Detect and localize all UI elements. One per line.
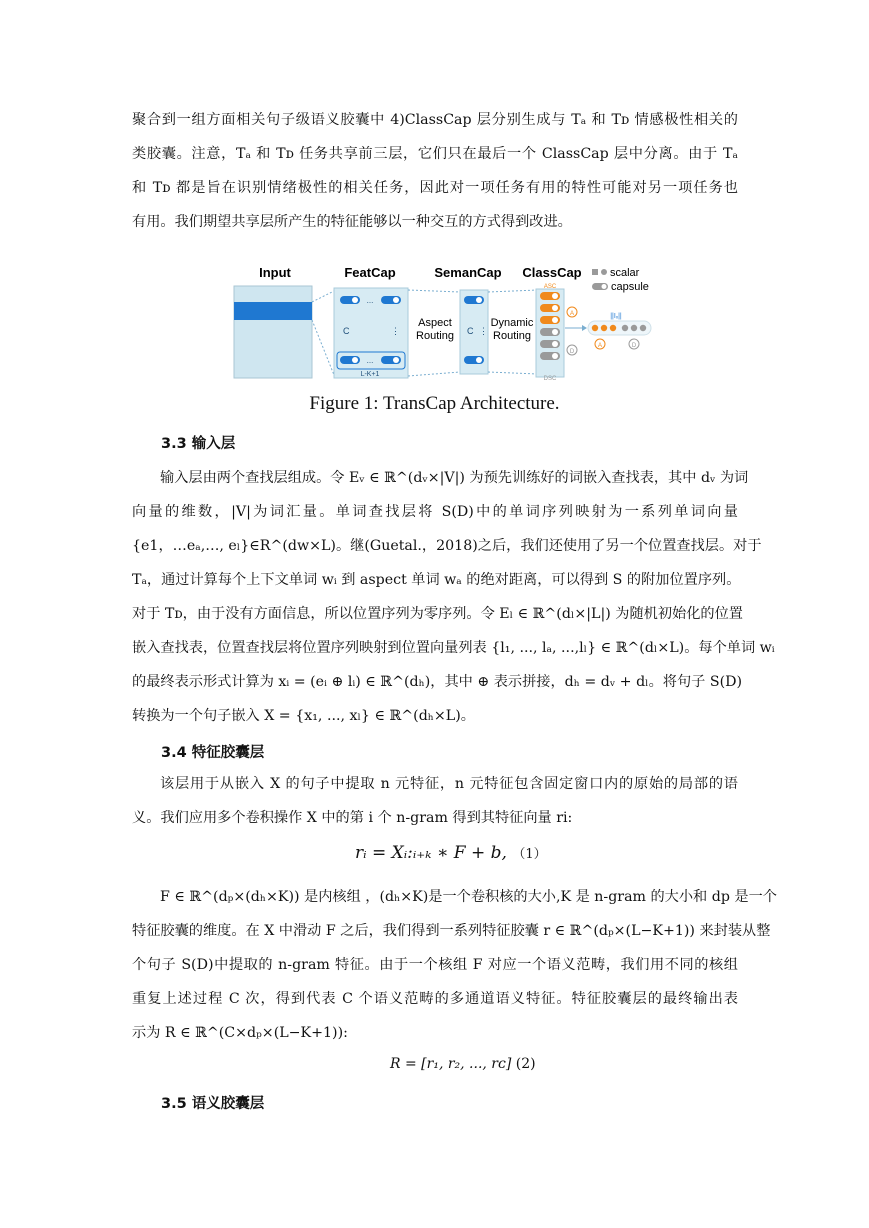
body-line: {e1，…eₐ,…, eₗ}∈R^(dw×L)。继(Guetal.，2018)之后，我们还使用了另一个位置查找层。对于	[132, 538, 762, 554]
body-line: 输入层由两个查找层组成。令 Eᵥ ∈ ℝ^(dᵥ×|V|) 为预先训练好的词嵌入查找表，其中 dᵥ 为词	[160, 470, 749, 486]
classcap-a-mark: A	[569, 311, 575, 317]
body-line: Tₐ，通过计算每个上下文单词 wᵢ 到 aspect 单词 wₐ 的绝对距离，可以得到 S 的附加位置序列。	[132, 572, 741, 588]
intro-paragraph	[132, 103, 738, 239]
body-line: 嵌入查找表，位置查找层将位置序列映射到位置向量列表 {l₁, ..., lₐ, ...,lₗ} ∈ ℝ^(dₗ×L)。每个单词 wᵢ	[132, 640, 775, 656]
semancap-c-label: C	[467, 326, 474, 336]
aspect-routing-line1: Aspect	[418, 317, 452, 329]
body-line: 该层用于从嵌入 X 的句子中提取 n 元特征，n 元特征包含固定窗口内的原始的局部的语	[160, 776, 738, 792]
body-line: 向量的维数，|V|为词汇量。单词查找层将 S(D)中的单词序列映射为一系列单词向量	[132, 504, 738, 520]
intro-line: 有用。我们期望共享层所产生的特征能够以一种交互的方式得到改进。	[132, 214, 572, 230]
intro-line: 聚合到一组方面相关句子级语义胶囊中 4)ClassCap 层分别生成与 Tₐ 和 Tᴅ 情感极性相关的	[132, 112, 738, 128]
intro-line: 和 Tᴅ 都是旨在识别情绪极性的相关任务，因此对一项任务有用的特性可能对另一项任务也	[132, 180, 738, 196]
section-3-4-paragraph-a	[132, 767, 738, 835]
stage-label-classcap: ClassCap	[522, 265, 582, 280]
transcap-architecture-figure	[228, 262, 658, 386]
legend-scalar-label: scalar	[610, 267, 640, 279]
section-heading-3-3: 3.3 输入层	[161, 436, 236, 452]
body-line: 的最终表示形式计算为 xᵢ = (eᵢ ⊕ lᵢ) ∈ ℝ^(dₕ)，其中 ⊕ 表示拼接，dₕ = dᵥ + dₗ。将句子 S(D)	[132, 674, 743, 690]
input-matrix	[234, 286, 312, 378]
featcap-dots-top: ...	[366, 296, 374, 305]
semancap-vdots: ⋮	[479, 326, 488, 336]
equation-2-body: R = [r₁, r₂, ..., rᴄ]	[390, 1056, 512, 1072]
body-line: 示为 R ∈ ℝ^(C×dₚ×(L−K+1)):	[132, 1025, 348, 1041]
body-line: 对于 Tᴅ，由于没有方面信息，所以位置序列为零序列。令 Eₗ ∈ ℝ^(dₗ×|L|) 为随机初始化的位置	[132, 606, 743, 622]
legend-capsule-label: capsule	[611, 281, 649, 293]
equation-1-body: rᵢ = Xᵢ:ᵢ₊ₖ ∗ F + b,	[355, 843, 507, 863]
dynamic-routing-line1: Dynamic	[490, 317, 534, 329]
classcap-dsc-label: DSC	[543, 376, 557, 382]
legend-scalar-square	[592, 269, 598, 275]
section-3-3-paragraph	[132, 461, 775, 733]
featcap-dots-bottom: ...	[366, 356, 374, 365]
input-highlight-row	[234, 302, 312, 320]
output-d-mark: D	[631, 343, 637, 349]
body-line: 转换为一个句子嵌入 X = {x₁, ..., xₗ} ∈ ℝ^(dₕ×L)。	[132, 708, 475, 724]
body-line: 特征胶囊的维度。在 X 中滑动 F 之后，我们得到一系列特征胶囊 r ∈ ℝ^(dₚ×(L−K+1)) 来封装从整	[132, 923, 771, 939]
stage-label-input: Input	[259, 265, 291, 280]
body-line: 义。我们应用多个卷积操作 X 中的第 i 个 n-gram 得到其特征向量 ri:	[132, 810, 573, 826]
featcap-c-label: C	[343, 326, 350, 336]
stage-label-featcap: FeatCap	[344, 265, 396, 280]
classcap-d-mark: D	[569, 349, 575, 355]
figure-caption: Figure 1: TransCap Architecture.	[309, 393, 560, 414]
body-line: 重复上述过程 C 次，得到代表 C 个语义范畴的多通道语义特征。特征胶囊层的最终输出表	[132, 991, 738, 1007]
norm-label: ||Iₓ||	[610, 313, 622, 320]
aspect-routing-line2: Routing	[416, 330, 454, 342]
section-heading-3-4: 3.4 特征胶囊层	[161, 745, 265, 761]
equation-2	[390, 1056, 536, 1072]
dynamic-routing-line2: Routing	[493, 330, 531, 342]
classcap-asc-label: ASC	[543, 284, 557, 290]
equation-2-number: (2)	[515, 1056, 536, 1072]
body-line: 个句子 S(D)中提取的 n-gram 特征。由于一个核组 F 对应一个语义范畴，我们用不同的核组	[132, 957, 738, 973]
equation-1	[355, 843, 547, 863]
body-line: F ∈ ℝ^(dₚ×(dₕ×K)) 是内核组 ，(dₕ×K)是一个卷积核的大小,K 是 n-gram 的大小和 dp 是一个	[160, 889, 777, 905]
featcap-window-label: L-K+1	[360, 371, 380, 378]
section-heading-3-5: 3.5 语义胶囊层	[161, 1096, 265, 1112]
section-3-4-paragraph-b	[132, 880, 777, 1050]
intro-line: 类胶囊。注意，Tₐ 和 Tᴅ 任务共享前三层，它们只在最后一个 ClassCap 层中分离。由于 Tₐ	[132, 146, 738, 162]
featcap-vdots: ⋮	[391, 326, 400, 336]
stage-label-semancap: SemanCap	[434, 265, 502, 280]
equation-1-number: （1）	[512, 847, 547, 862]
output-a-mark: A	[597, 343, 603, 349]
